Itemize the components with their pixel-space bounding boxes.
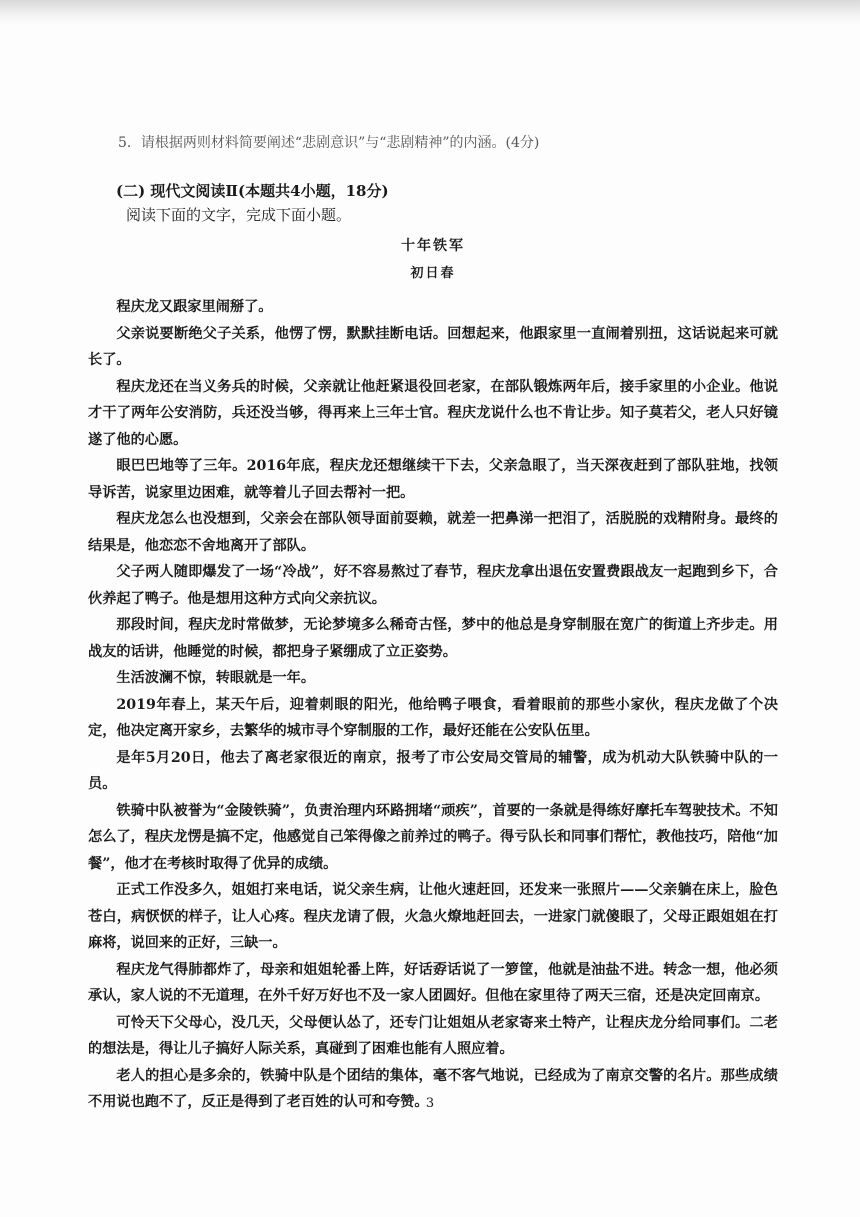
story-paragraph: 可怜天下父母心，没几天，父母便认怂了，还专门让姐姐从老家寄来土特产，让程庆龙分给同事们。二老的想法是，得让儿子搞好人际关系，真碰到了困难也能有人照应着。: [88, 1014, 778, 1057]
story-author: 初日春: [410, 266, 456, 281]
story-paragraph: 生活波澜不惊，转眼就是一年。: [116, 670, 316, 686]
story-paragraph: 是年5月20日，他去了离老家很近的南京，报考了市公安局交管局的辅警，成为机动大队铁骑中队的一员。: [88, 749, 778, 792]
story-paragraph: 眼巴巴地等了三年。2016年底，程庆龙还想继续干下去，父亲急眼了，当天深夜赶到了部队驻地，找领导诉苦，说家里边困难，就等着儿子回去帮衬一把。: [88, 458, 778, 501]
story-paragraph: 老人的担心是多余的，铁骑中队是个团结的集体，毫不客气地说，已经成为了南京交警的名片。那些成绩不用说也跑不了，反正是得到了老百姓的认可和夸赞。: [88, 1067, 778, 1110]
story-body: [88, 294, 778, 1116]
page-number: 3: [425, 1096, 435, 1111]
story-paragraph: 程庆龙气得肺都炸了，母亲和姐姐轮番上阵，好话孬话说了一箩筐，他就是油盐不进。转念一想，他必须承认，家人说的不无道理，在外千好万好也不及一家人团圆好。但他在家里待了两天三宿，还是决定回南京。: [88, 961, 778, 1004]
scan-shadow: [0, 0, 860, 26]
story-paragraph: 父亲说要断绝父子关系，他愣了愣，默默挂断电话。回想起来，他跟家里一直闹着别扭，这话说起来可就长了。: [88, 325, 778, 368]
question-5: 5．请根据两则材料简要阐述“悲剧意识”与“悲剧精神”的内涵。(4分): [118, 135, 540, 151]
section-title: (二) 现代文阅读Ⅱ(本题共4小题，18分): [116, 182, 389, 200]
story-title: 十年铁军: [401, 238, 465, 254]
story-paragraph: 程庆龙怎么也没想到，父亲会在部队领导面前耍赖，就差一把鼻涕一把泪了，活脱脱的戏精附身。最终的结果是，他恋恋不舍地离开了部队。: [88, 511, 778, 554]
story-paragraph: 铁骑中队被誉为“金陵铁骑”，负责治理内环路拥堵“顽疾”，首要的一条就是得练好摩托车驾驶技术。不知怎么了，程庆龙愣是搞不定，他感觉自己笨得像之前养过的鸭子。得亏队长和同事们帮忙，教他技巧，陪他“加餐”，他才在考核时取得了优异的成绩。: [88, 802, 778, 872]
story-paragraph: 正式工作没多久，姐姐打来电话，说父亲生病，让他火速赶回，还发来一张照片——父亲躺在床上，脸色苍白，病恹恹的样子，让人心疼。程庆龙请了假，火急火燎地赶回去，一进家门就傻眼了，父母正跟姐姐在打麻将，说回来的正好，三缺一。: [88, 882, 778, 951]
story-paragraph: 程庆龙还在当义务兵的时候，父亲就让他赶紧退役回老家，在部队锻炼两年后，接手家里的小企业。他说才干了两年公安消防，兵还没当够，得再来上三年士官。程庆龙说什么也不肯让步。知子莫若父，老人只好镜遂了他的心愿。: [88, 378, 778, 448]
story-paragraph: 2019年春上，某天午后，迎着刺眼的阳光，他给鸭子喂食，看着眼前的那些小家伙，程庆龙做了个决定，他决定离开家乡，去繁华的城市寻个穿制服的工作，最好还能在公安队伍里。: [88, 696, 778, 739]
story-paragraph: 那段时间，程庆龙时常做梦，无论梦境多么稀奇古怪，梦中的他总是身穿制服在宽广的街道上齐步走。用战友的话讲，他睡觉的时候，都把身子紧绷成了立正姿势。: [88, 617, 778, 660]
section-instruction: 阅读下面的文字，完成下面小题。: [126, 206, 352, 224]
story-paragraph: 父子两人随即爆发了一场“冷战”，好不容易熬过了春节，程庆龙拿出退伍安置费跟战友一起跑到乡下，合伙养起了鸭子。他是想用这种方式向父亲抗议。: [88, 564, 778, 607]
page-content: [88, 132, 778, 1116]
story-paragraph: 程庆龙又跟家里闹掰了。: [116, 299, 273, 315]
